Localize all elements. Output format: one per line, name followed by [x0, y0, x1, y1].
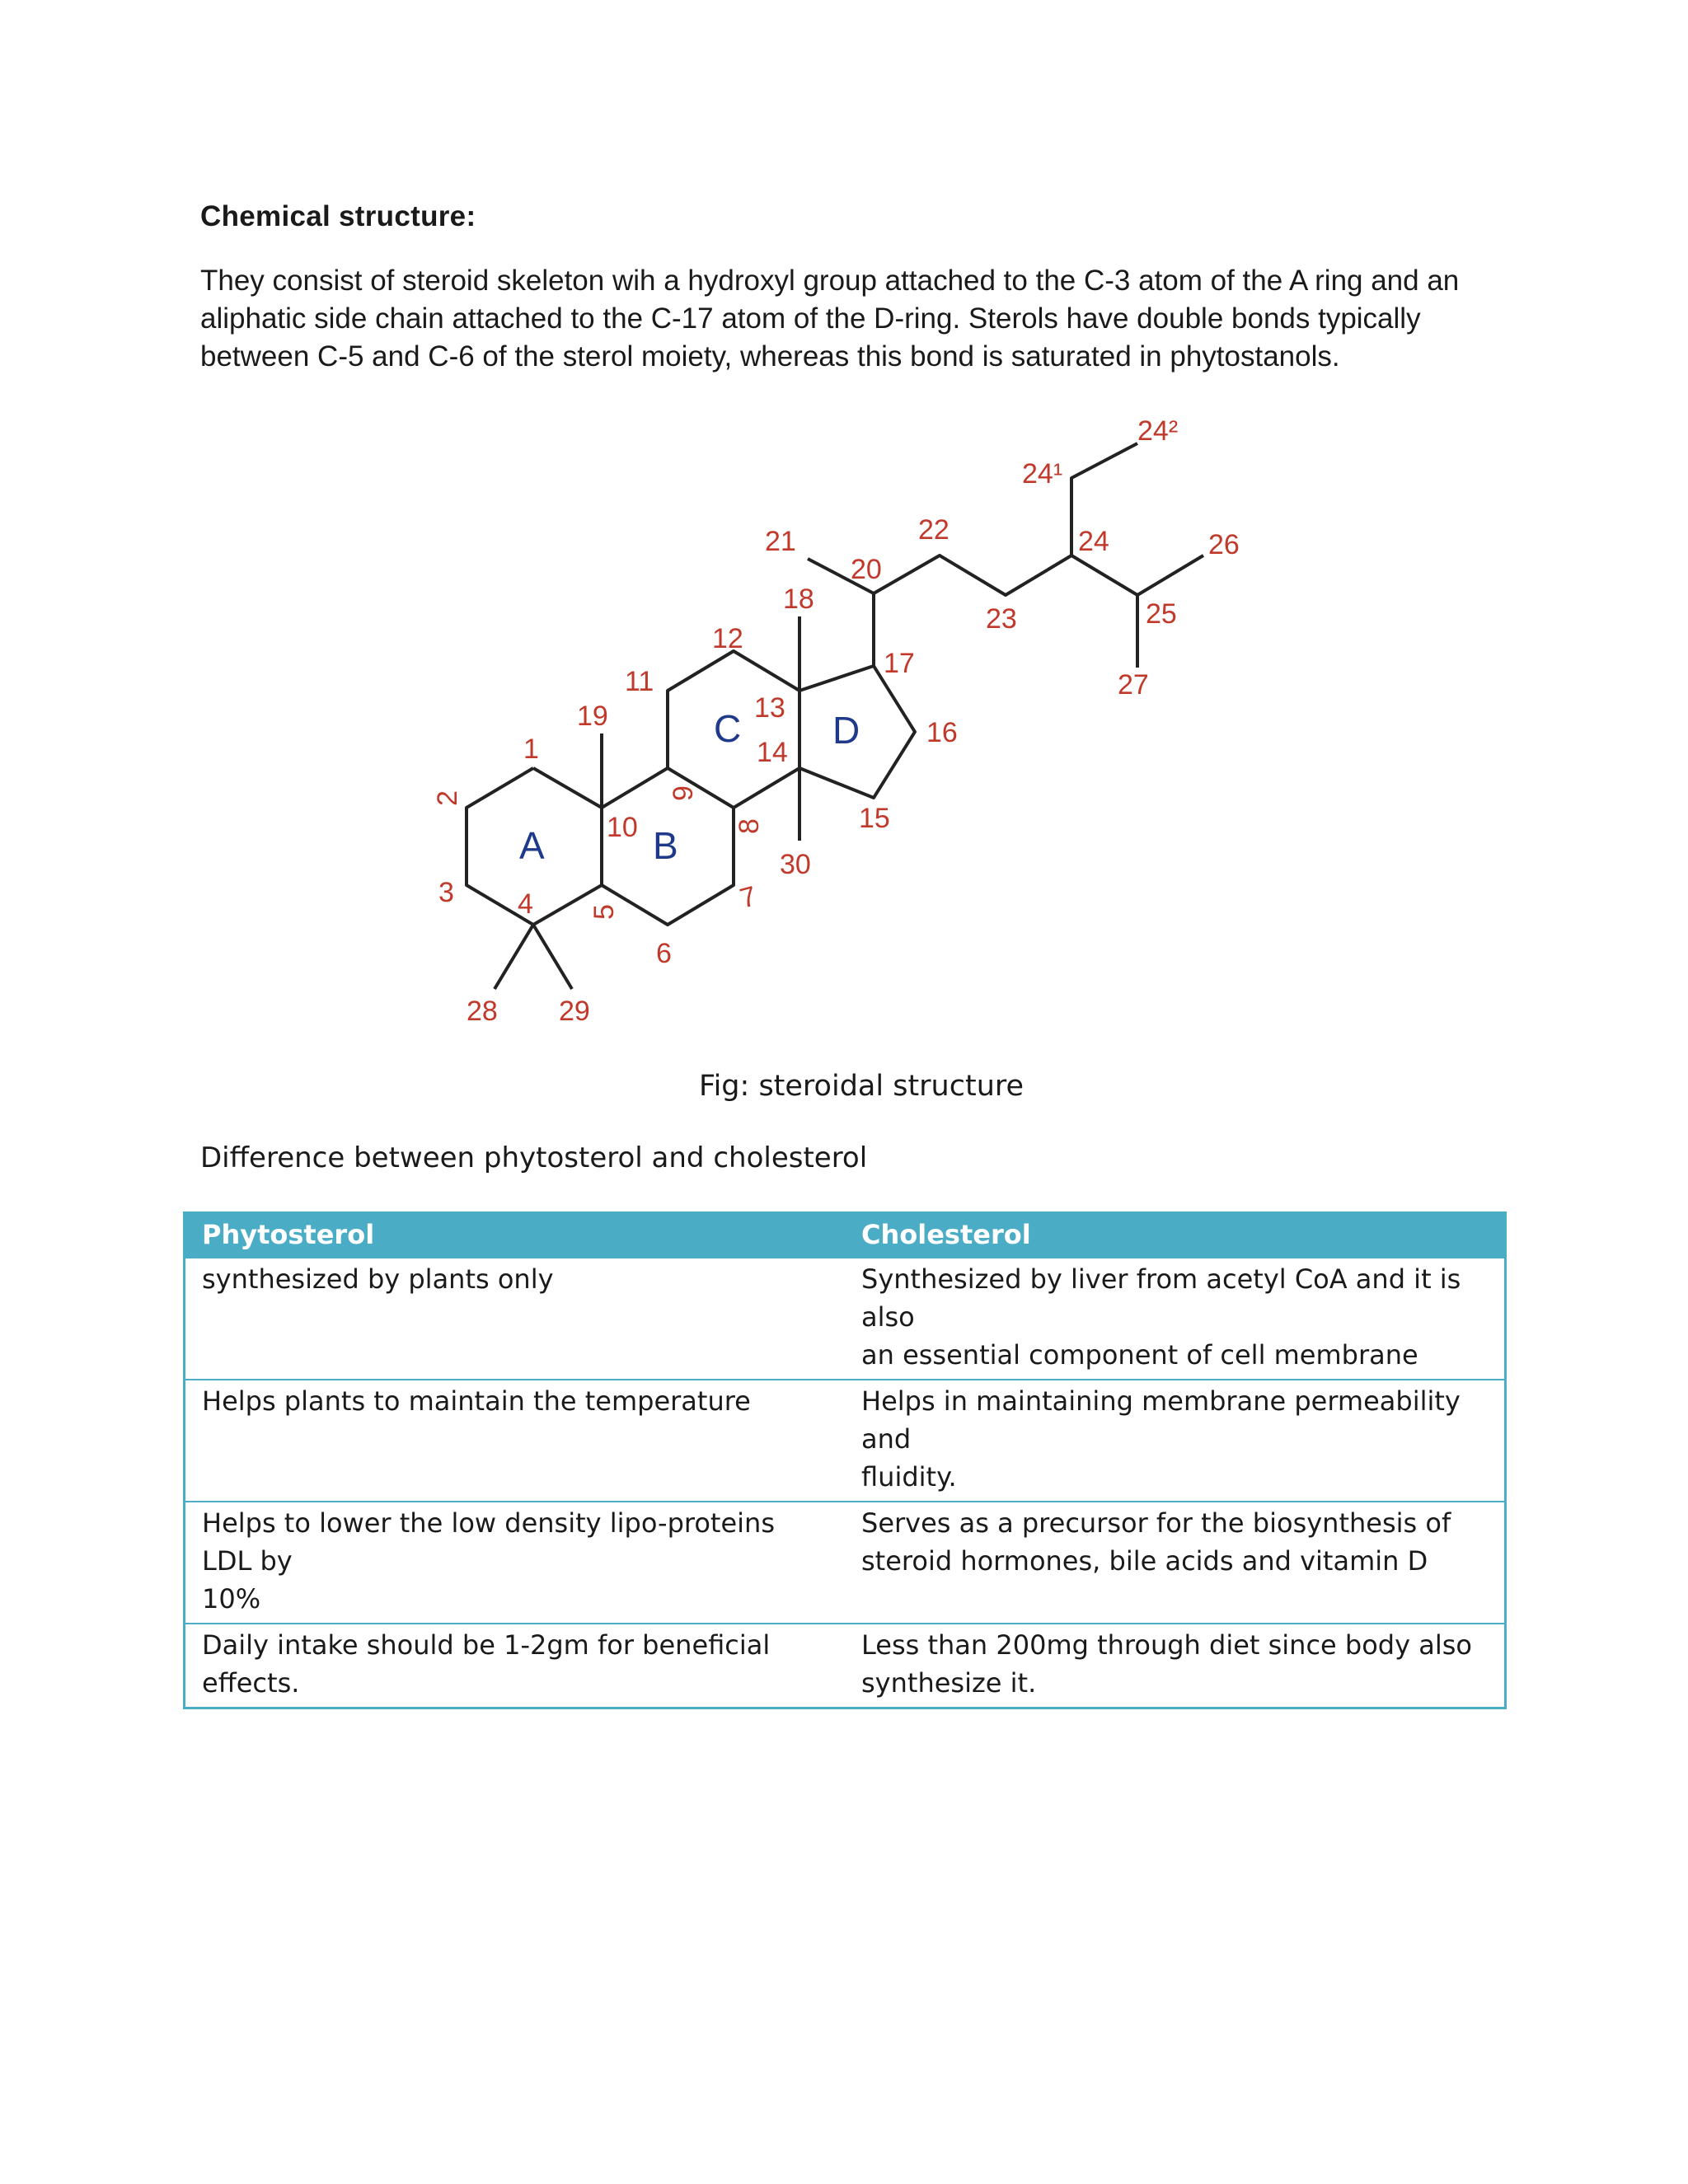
- table-row: [185, 1624, 1504, 1707]
- paragraph-line: aliphatic side chain attached to the C-17 atom of the D-ring. Sterols have double bonds typically: [200, 302, 1421, 335]
- atom-label-2: 2: [432, 790, 463, 806]
- ring-letter-b: B: [653, 824, 678, 867]
- paragraph-line: between C-5 and C-6 of the sterol moiety, whereas this bond is saturated in phytostanols.: [200, 340, 1340, 373]
- atom-label-16: 16: [926, 717, 958, 748]
- atom-label-10: 10: [607, 812, 638, 843]
- table-row: [185, 1502, 1504, 1624]
- table-cell: [845, 1502, 1504, 1623]
- atom-label-17: 17: [884, 648, 915, 679]
- ring-letter-a: A: [519, 824, 545, 867]
- cell-line: Helps in maintaining membrane permeability and: [861, 1385, 1461, 1455]
- atom-label-3: 3: [438, 877, 454, 908]
- atom-label-15: 15: [859, 803, 890, 834]
- cell-line: synthesized by plants only: [202, 1263, 554, 1295]
- atom-label-8: 8: [734, 818, 765, 834]
- atom-label-1: 1: [523, 733, 539, 765]
- column-header-cholesterol: Cholesterol: [861, 1219, 1031, 1250]
- atom-label-4: 4: [518, 888, 533, 920]
- cell-line: fluidity.: [861, 1461, 957, 1493]
- atom-label-28: 28: [467, 996, 498, 1027]
- atom-label-21: 21: [765, 526, 796, 557]
- ring-letter-d: D: [832, 709, 860, 752]
- table-row: [185, 1258, 1504, 1380]
- atom-label-29: 29: [559, 996, 590, 1027]
- atom-label-26: 26: [1208, 529, 1240, 560]
- atom-label-24-1: 24¹: [1022, 458, 1063, 490]
- steroid-structure-diagram: [412, 404, 1240, 1047]
- ring-letter-c: C: [714, 707, 742, 750]
- table-cell: [845, 1380, 1504, 1501]
- atom-label-6: 6: [656, 938, 672, 969]
- atom-label-30: 30: [780, 849, 811, 880]
- atom-label-18: 18: [783, 583, 814, 615]
- atom-label-14: 14: [757, 737, 788, 768]
- cell-line: Serves as a precursor for the biosynthesis of: [861, 1507, 1451, 1539]
- bond-28: [495, 925, 533, 989]
- cell-line: an essential component of cell membrane: [861, 1339, 1418, 1371]
- paragraph-line: They consist of steroid skeleton wih a hydroxyl group attached to the C-3 atom of the A ring and an: [200, 265, 1460, 297]
- atom-label-20: 20: [851, 554, 882, 585]
- atom-label-24: 24: [1078, 526, 1109, 557]
- atom-label-7: 7: [736, 880, 760, 915]
- cell-line: Helps plants to maintain the temperature: [202, 1385, 751, 1417]
- atom-label-24-2: 24²: [1137, 415, 1179, 447]
- comparison-table: [183, 1212, 1507, 1709]
- atom-label-13: 13: [754, 692, 785, 724]
- table-title: Difference between phytosterol and cholesterol: [200, 1141, 868, 1174]
- cell-line: steroid hormones, bile acids and vitamin D: [861, 1545, 1428, 1577]
- atom-label-25: 25: [1146, 598, 1177, 630]
- atom-label-19: 19: [577, 701, 608, 732]
- figure-caption: Fig: steroidal structure: [699, 1070, 1025, 1103]
- table-cell: [845, 1258, 1504, 1379]
- table-cell: [185, 1624, 845, 1707]
- table-row: [185, 1380, 1504, 1502]
- atom-label-23: 23: [986, 603, 1017, 635]
- atom-label-27: 27: [1118, 669, 1149, 701]
- atom-label-5: 5: [588, 904, 620, 920]
- cell-line: Less than 200mg through diet since body also: [861, 1629, 1472, 1661]
- cell-line: synthesize it.: [861, 1667, 1037, 1699]
- atom-label-9: 9: [668, 785, 699, 801]
- table-cell: [185, 1380, 845, 1501]
- table-cell: [185, 1258, 845, 1379]
- atom-label-11: 11: [625, 666, 654, 697]
- atom-label-22: 22: [918, 514, 950, 546]
- bond-29: [533, 925, 572, 989]
- cell-line: Daily intake should be 1-2gm for beneficial effects.: [202, 1629, 771, 1699]
- intro-paragraph: [200, 262, 1519, 376]
- table-cell: [845, 1624, 1504, 1707]
- cell-line: Helps to lower the low density lipo-proteins LDL by: [202, 1507, 775, 1577]
- table-header-row: [185, 1214, 1504, 1258]
- column-header-phytosterol: Phytosterol: [202, 1219, 375, 1250]
- section-heading: Chemical structure:: [200, 200, 476, 232]
- table-cell: [185, 1502, 845, 1623]
- cell-line: 10%: [202, 1583, 261, 1615]
- cell-line: Synthesized by liver from acetyl CoA and it is also: [861, 1263, 1461, 1333]
- atom-label-12: 12: [712, 623, 743, 654]
